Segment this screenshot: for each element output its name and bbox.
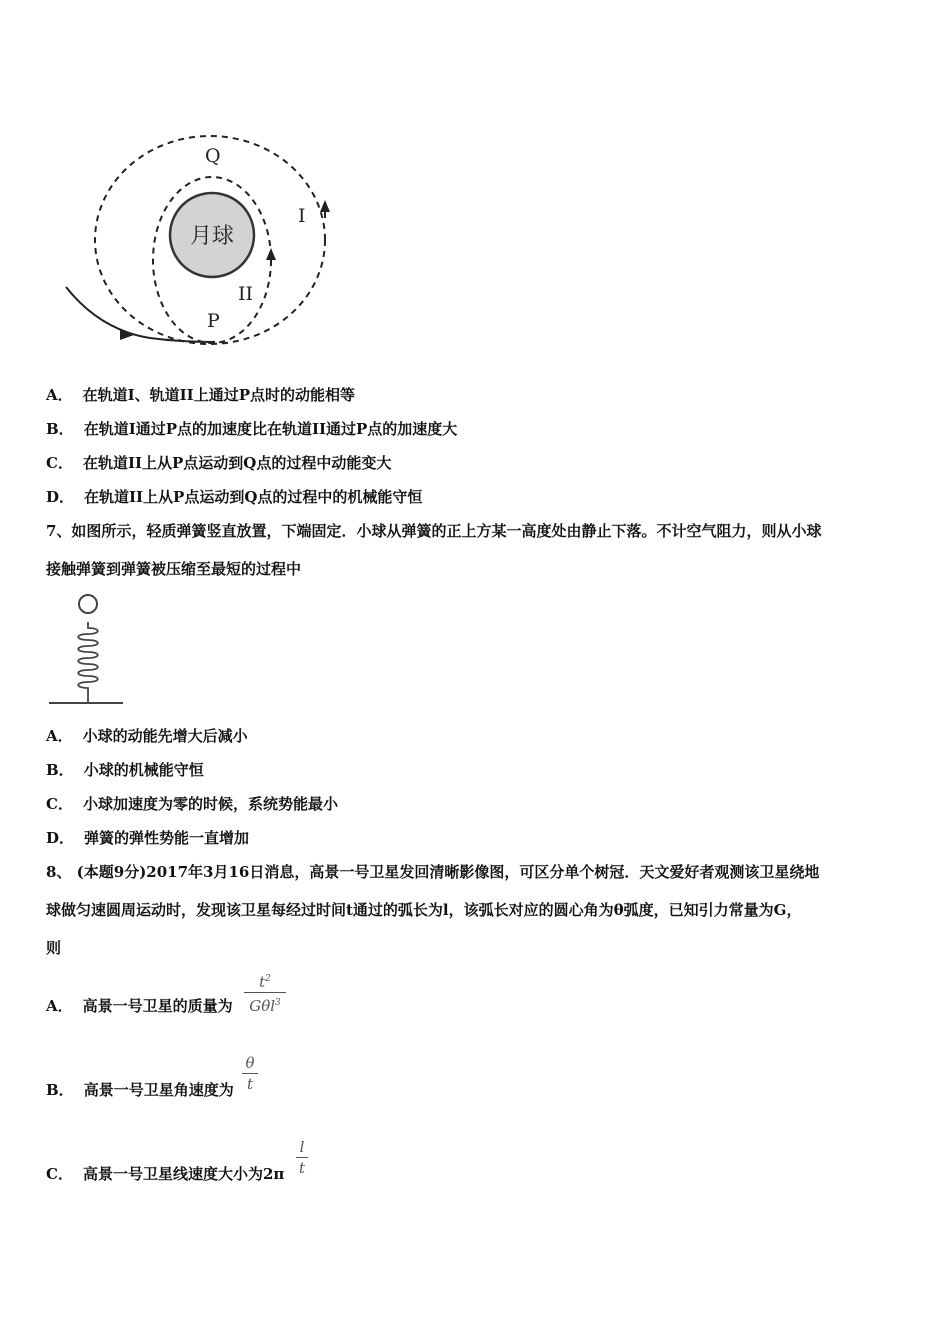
q8-stem-line2: 球做匀速圆周运动时，发现该卫星每经过时间t通过的弧长为l，该弧长对应的圆心角为θ弧度，已知引力常量为G， — [46, 901, 802, 919]
q8-stem-line3: 则 — [46, 939, 62, 957]
q7-option-c: C． 小球加速度为零的时候，系统势能最小 — [46, 795, 338, 813]
q6-option-b: B． 在轨道I通过P点的加速度比在轨道II通过P点的加速度大 — [46, 420, 458, 438]
q8-option-b-fraction: θ t — [242, 1054, 258, 1093]
q7-stem-line1: 7、如图所示，轻质弹簧竖直放置，下端固定．小球从弹簧的正上方某一高度处由静止下落。不计空气阻力，则从小球 — [46, 522, 822, 540]
spring-figure — [45, 590, 135, 710]
q7-option-d: D． 弹簧的弹性势能一直增加 — [46, 829, 250, 847]
q8-option-c-fraction: l t — [296, 1138, 308, 1177]
q6-option-d: D． 在轨道II上从P点运动到Q点的过程中的机械能守恒 — [46, 488, 423, 506]
q8-option-a: A． 高景一号卫星的质量为 — [46, 997, 233, 1015]
q7-stem-line2: 接触弹簧到弹簧被压缩至最短的过程中 — [46, 560, 302, 578]
q8-option-a-fraction: $t^2$ Gθl$^3$ — [244, 970, 286, 1015]
label-p: P — [207, 310, 220, 332]
q6-option-a: A． 在轨道I、轨道II上通过P点时的动能相等 — [46, 386, 355, 404]
q7-option-a: A． 小球的动能先增大后减小 — [46, 727, 248, 745]
label-orbit-2: II — [238, 283, 254, 305]
q8-option-c: C． 高景一号卫星线速度大小为2π — [46, 1165, 285, 1183]
moon-label: 月球 — [189, 224, 235, 249]
label-orbit-1: I — [298, 205, 306, 227]
q7-option-b: B． 小球的机械能守恒 — [46, 761, 204, 779]
spring-coil — [78, 622, 98, 702]
q6-option-c: C． 在轨道II上从P点运动到Q点的过程中动能变大 — [46, 454, 392, 472]
approach-trajectory — [66, 287, 215, 342]
label-q: Q — [205, 145, 221, 167]
q8-stem-line1: 8、 (本题9分)2017年3月16日消息，高景一号卫星发回清晰影像图，可区分单个树冠．天文爱好者观测该卫星绕地 — [46, 863, 820, 881]
q8-option-b: B． 高景一号卫星角速度为 — [46, 1081, 234, 1099]
ball-circle — [79, 595, 97, 613]
orbit-figure — [40, 100, 360, 360]
